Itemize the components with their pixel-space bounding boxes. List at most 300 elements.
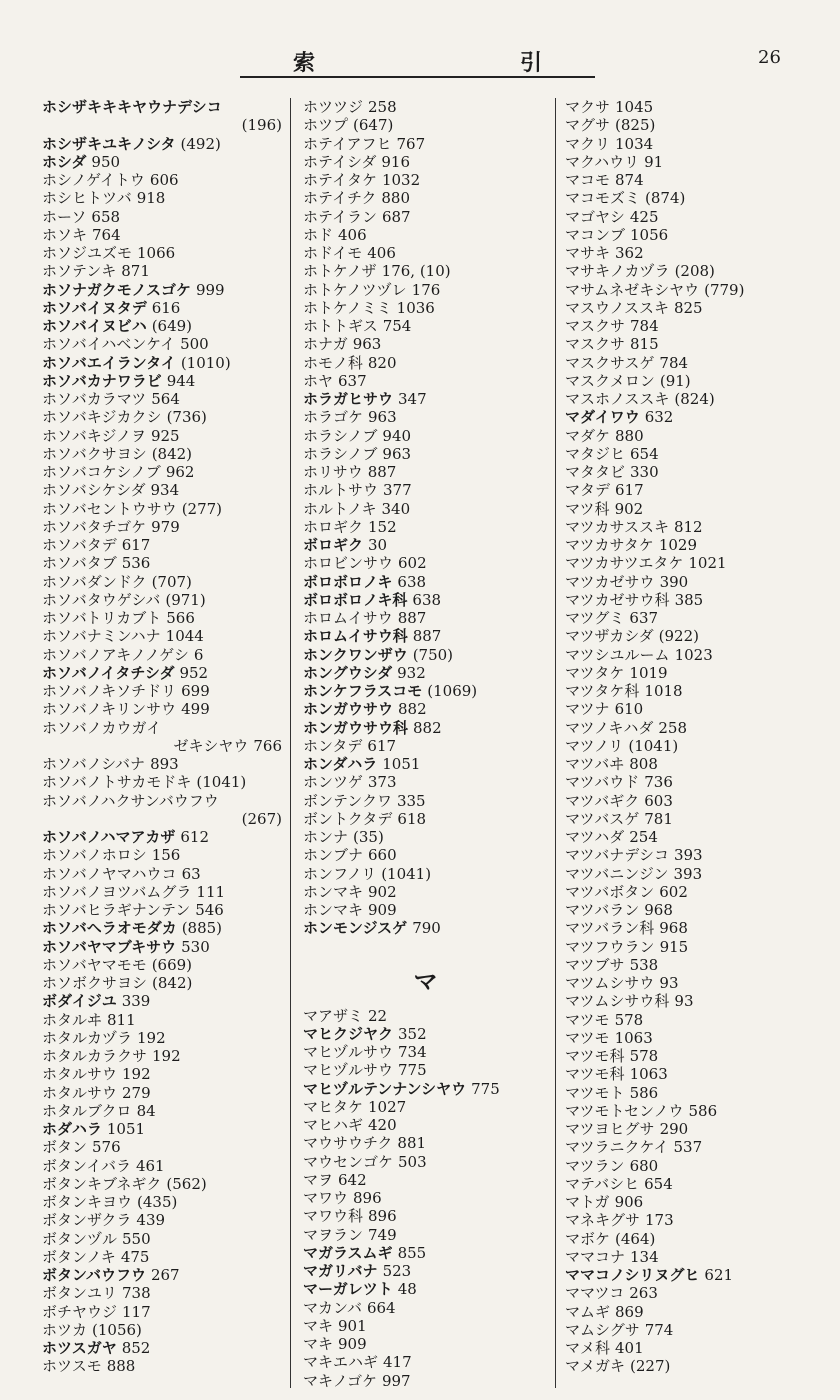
entry-page-ref: (971)	[165, 590, 206, 609]
entry-term: マワウ	[303, 1189, 349, 1207]
entry-term: ホソバノシバナ	[42, 755, 146, 773]
index-entry	[565, 518, 830, 536]
index-entry	[42, 135, 282, 153]
entry-page-ref: 406	[338, 225, 367, 244]
entry-page-ref: (562)	[166, 1174, 207, 1193]
index-entry	[42, 1357, 282, 1375]
entry-term: マツバニンジン	[565, 864, 669, 883]
entry-page-ref: 687	[381, 207, 411, 226]
entry-term: ホソバシケシダ	[42, 481, 146, 500]
entry-page-ref: 279	[122, 1083, 151, 1102]
entry-term: ホツスモ	[42, 1357, 102, 1376]
index-entry	[565, 1011, 830, 1029]
entry-page-ref: 934	[150, 481, 180, 500]
entry-page-ref: 1032	[381, 171, 421, 189]
entry-page-ref: 774	[644, 1320, 674, 1339]
index-entry	[42, 500, 282, 518]
entry-term: ホタルブクロ	[42, 1101, 132, 1120]
entry-page-ref: 530	[181, 937, 210, 956]
index-entry	[303, 901, 548, 919]
index-entry	[303, 171, 548, 189]
index-entry	[303, 828, 548, 846]
entry-term: マタデ	[565, 481, 611, 500]
entry-page-ref: 475	[120, 1247, 150, 1266]
index-entry	[565, 591, 830, 609]
index-entry	[42, 682, 282, 700]
entry-page-ref: 546	[195, 901, 224, 919]
entry-page-ref: 880	[381, 189, 410, 208]
entry-term: マクサ	[565, 98, 611, 116]
entry-term: ホソバコケシノブ	[42, 463, 161, 481]
entry-term: ママツコ	[565, 1284, 625, 1303]
entry-page-ref: 1045	[615, 98, 654, 116]
index-entry	[42, 810, 282, 828]
index-entry	[565, 956, 830, 974]
entry-term: ホラシノブ	[303, 444, 378, 463]
entry-page-ref: 918	[136, 189, 166, 208]
entry-page-ref: (707)	[151, 572, 192, 591]
section-spacer	[303, 938, 548, 956]
entry-term: ホトケノツヅレ	[303, 280, 407, 299]
entry-term: ホソバノホロシ	[42, 846, 147, 865]
index-entry	[303, 627, 548, 645]
entry-page-ref: 1036	[396, 298, 435, 317]
entry-page-ref: 93	[659, 974, 679, 992]
entry-term: マツモ科	[565, 1047, 625, 1065]
entry-term: ボタンイバラ	[42, 1156, 131, 1175]
entry-page-ref: (227)	[630, 1357, 671, 1376]
entry-page-ref: 766	[253, 736, 282, 755]
index-column-2-top	[303, 98, 548, 938]
entry-page-ref: (842)	[151, 444, 193, 463]
entry-term: マツモ	[565, 1028, 610, 1047]
entry-term: ホラゴケ	[303, 408, 364, 427]
entry-term: ホタルカヅラ	[42, 1028, 133, 1047]
entry-page-ref: 618	[397, 809, 427, 828]
header-rule	[240, 76, 595, 78]
entry-page-ref: 940	[382, 426, 412, 445]
entry-page-ref: 1034	[615, 134, 654, 153]
entry-term: ホド	[303, 225, 334, 244]
entry-term: ホンフノリ	[303, 864, 377, 883]
entry-term: ホソバノヤマハウコ	[42, 864, 177, 883]
entry-page-ref: 156	[151, 846, 181, 865]
entry-term: マツバナデシコ	[565, 846, 669, 865]
entry-page-ref: 825	[673, 298, 703, 317]
entry-term: ホロビンサウ	[303, 554, 394, 573]
column-divider	[290, 98, 291, 1388]
entry-term: ボタンザクラ	[42, 1211, 132, 1230]
entry-term: マーガレツト	[303, 1280, 393, 1299]
entry-page-ref: 944	[166, 371, 196, 390]
entry-term: ホソバノヨツバムグラ	[42, 882, 192, 901]
index-entry	[565, 500, 830, 518]
entry-page-ref: 417	[383, 1353, 412, 1372]
entry-term: ホンケフラスコモ	[303, 682, 423, 700]
entry-term: マツナ	[565, 700, 610, 719]
entry-page-ref: (1069)	[427, 682, 478, 700]
entry-term: ボタンキヨウ	[42, 1193, 133, 1211]
entry-term: ホトケノミミ	[303, 298, 392, 317]
entry-term: マツ科	[565, 499, 610, 518]
index-column-1	[42, 98, 282, 1376]
index-entry	[42, 1284, 282, 1302]
entry-page-ref: 425	[629, 207, 659, 226]
index-entry	[565, 1084, 830, 1102]
entry-term: ホソバナミンハナ	[42, 627, 161, 646]
index-entry	[565, 755, 830, 773]
entry-term: ホソバタデ	[42, 536, 117, 554]
entry-term: ホンブナ	[303, 846, 364, 865]
entry-term: ホソバキジカクシ	[42, 408, 162, 427]
entry-page-ref: 192	[137, 1028, 166, 1047]
entry-page-ref: 906	[614, 1193, 644, 1211]
index-entry	[303, 1372, 548, 1390]
entry-term: マツムシサウ	[565, 974, 655, 992]
entry-page-ref: 925	[150, 426, 180, 445]
index-entry	[303, 573, 548, 591]
entry-page-ref: 887	[397, 609, 427, 627]
entry-page-ref: (464)	[615, 1229, 656, 1248]
index-entry	[565, 1339, 830, 1357]
index-entry	[303, 1080, 548, 1098]
entry-term: マアザミ	[303, 1006, 364, 1025]
index-entry	[565, 938, 830, 956]
entry-term: マツモ	[565, 1010, 610, 1029]
entry-page-ref: 909	[338, 1335, 367, 1353]
index-entry	[42, 98, 282, 116]
entry-page-ref: 578	[629, 1047, 659, 1065]
entry-page-ref: 1051	[382, 755, 421, 773]
index-entry	[565, 865, 830, 883]
entry-term: ホソバタウゲシバ	[42, 590, 161, 609]
entry-page-ref: 576	[92, 1138, 121, 1157]
index-entry	[565, 189, 830, 207]
entry-term: ホテイアフヒ	[303, 134, 392, 153]
entry-term: マツタケ科	[565, 682, 640, 700]
entry-term: ホソバタチゴケ	[42, 517, 147, 536]
entry-term: ホングウシダ	[303, 663, 393, 682]
entry-page-ref: 401	[615, 1339, 644, 1357]
index-entry	[565, 919, 830, 937]
entry-term: ホーソ	[42, 207, 87, 226]
index-entry	[42, 189, 282, 207]
entry-page-ref: 902	[614, 499, 644, 518]
index-entry	[565, 335, 830, 353]
entry-page-ref: 393	[673, 846, 703, 865]
index-entry	[565, 98, 830, 116]
index-entry	[42, 481, 282, 499]
entry-term: マコモズミ	[565, 189, 641, 208]
index-entry	[565, 1211, 830, 1229]
entry-page-ref: 869	[615, 1302, 644, 1321]
index-entry	[303, 865, 548, 883]
entry-page-ref: (1056)	[92, 1320, 142, 1339]
entry-page-ref: (1010)	[180, 353, 231, 372]
entry-page-ref: 1056	[630, 225, 669, 244]
entry-page-ref: 815	[630, 335, 659, 354]
entry-page-ref: (669)	[151, 955, 193, 974]
entry-term: ホドイモ	[303, 244, 363, 262]
index-entry	[42, 883, 282, 901]
index-entry	[303, 98, 548, 116]
index-entry	[565, 299, 830, 317]
entry-page-ref: 882	[413, 718, 442, 737]
index-entry	[42, 974, 282, 992]
entry-term: マグサ	[565, 116, 611, 135]
index-entry	[42, 244, 282, 262]
entry-term: マツバヰ	[565, 755, 625, 773]
entry-term: ホロムイサウ	[303, 609, 393, 627]
entry-page-ref: 699	[181, 682, 210, 700]
index-entry	[42, 1339, 282, 1357]
entry-page-ref: (91)	[659, 371, 691, 390]
entry-page-ref: 997	[381, 1371, 411, 1390]
entry-page-ref: 887	[412, 627, 442, 646]
entry-term: ホソバノキリンサウ	[42, 700, 177, 719]
index-entry	[42, 646, 282, 664]
entry-page-ref: 1019	[629, 663, 668, 682]
entry-page-ref: 654	[644, 1174, 673, 1193]
entry-term: ホソテンキ	[42, 262, 117, 281]
entry-page-ref: 339	[121, 992, 151, 1011]
index-entry	[42, 919, 282, 937]
entry-page-ref: 896	[353, 1189, 382, 1207]
entry-page-ref: (922)	[658, 627, 699, 646]
index-entry	[42, 1138, 282, 1156]
index-entry	[42, 554, 282, 572]
index-entry	[42, 719, 282, 737]
entry-term: マヒクジヤク	[303, 1024, 394, 1043]
index-entry	[303, 427, 548, 445]
entry-term: マムシグサ	[565, 1320, 640, 1339]
index-entry	[303, 1116, 548, 1134]
index-entry	[303, 335, 548, 353]
index-entry	[565, 262, 830, 280]
index-entry	[303, 1171, 548, 1189]
entry-page-ref: 632	[644, 408, 674, 427]
index-entry	[42, 372, 282, 390]
entry-page-ref: 536	[121, 554, 151, 573]
entry-page-ref: 617	[367, 736, 397, 755]
entry-term: マツシユルーム	[565, 645, 670, 664]
index-entry	[42, 1248, 282, 1266]
index-entry	[303, 591, 548, 609]
entry-page-ref: 642	[338, 1170, 367, 1189]
index-entry	[42, 518, 282, 536]
entry-page-ref: 586	[688, 1101, 718, 1120]
entry-term: ホソバノキソチドリ	[42, 682, 177, 700]
entry-term: ホンツゲ	[303, 773, 363, 792]
entry-term: マサムネゼキシヤウ	[565, 280, 700, 299]
index-entry	[565, 627, 830, 645]
index-entry	[565, 536, 830, 554]
entry-page-ref: 22	[368, 1006, 388, 1025]
index-entry	[303, 481, 548, 499]
index-entry	[303, 317, 548, 335]
entry-term: マツバウド	[565, 773, 640, 792]
entry-page-ref: 916	[381, 152, 410, 171]
entry-page-ref: 117	[122, 1302, 151, 1321]
entry-page-ref: 784	[659, 353, 689, 372]
entry-term: ボタンバウフウ	[42, 1266, 146, 1284]
entry-term: マトガ	[565, 1193, 610, 1211]
entry-term: ボロギク	[303, 536, 364, 554]
entry-page-ref: 6	[193, 645, 204, 664]
entry-page-ref: 736	[644, 773, 673, 792]
entry-term: マキ	[303, 1335, 334, 1353]
entry-page-ref: 820	[367, 353, 397, 372]
entry-term: ホシザキキキヤウナデシコ	[42, 98, 222, 116]
index-column-2-bottom	[303, 1007, 548, 1390]
index-entry	[303, 1280, 548, 1298]
index-entry	[42, 1102, 282, 1120]
page-number: 26	[758, 47, 781, 68]
entry-page-ref: 420	[368, 1116, 397, 1134]
index-entry	[42, 171, 282, 189]
index-entry	[565, 609, 830, 627]
entry-page-ref: 915	[659, 937, 689, 956]
entry-term: マツカサツエタケ	[565, 554, 684, 573]
entry-term: マツグミ	[565, 609, 625, 627]
index-entry	[565, 573, 830, 591]
index-entry	[42, 408, 282, 426]
entry-page-ref: 932	[397, 663, 426, 682]
entry-term: ホソバヤマモモ	[42, 955, 147, 974]
entry-term: マツフウラン	[565, 937, 655, 956]
entry-page-ref: 901	[338, 1316, 367, 1335]
entry-page-ref: 503	[398, 1152, 427, 1171]
entry-term: ホンマキ	[303, 901, 364, 919]
entry-term: ホシダ	[42, 152, 87, 171]
entry-term: マツノリ	[565, 736, 624, 755]
entry-page-ref: 999	[195, 280, 225, 299]
index-entry	[42, 445, 282, 463]
index-entry	[565, 153, 830, 171]
entry-page-ref: 1018	[644, 682, 683, 700]
index-entry	[42, 1029, 282, 1047]
entry-term: マヒタケ	[303, 1097, 364, 1116]
entry-page-ref: (779)	[704, 280, 745, 299]
index-entry	[565, 664, 830, 682]
index-entry	[303, 518, 548, 536]
entry-term: ボタンヅル	[42, 1229, 118, 1248]
index-entry	[42, 700, 282, 718]
entry-term: ホソバエイランタイ	[42, 353, 176, 372]
index-entry	[565, 719, 830, 737]
entry-page-ref: 267	[150, 1266, 180, 1284]
index-entry	[42, 390, 282, 408]
entry-term: マキエハギ	[303, 1353, 379, 1372]
entry-page-ref: 393	[673, 864, 703, 883]
entry-term: マメ科	[565, 1339, 611, 1357]
header-title-left: 索	[293, 50, 318, 76]
entry-term: マクハウリ	[565, 152, 640, 171]
entry-term: ホンダハラ	[303, 755, 378, 773]
entry-term: ホソバノトサカモドキ	[42, 773, 192, 792]
entry-page-ref: 263	[629, 1284, 658, 1303]
entry-page-ref: 134	[630, 1247, 659, 1266]
entry-term: マコンブ	[565, 225, 626, 244]
entry-term: マスクサスゲ	[565, 353, 655, 372]
index-entry	[42, 335, 282, 353]
entry-page-ref: 550	[122, 1229, 151, 1248]
index-entry	[42, 956, 282, 974]
entry-term: ゼキシヤウ	[173, 736, 249, 755]
entry-page-ref: 880	[615, 426, 644, 445]
entry-term: マツハダ	[565, 828, 625, 846]
entry-page-ref: 377	[383, 481, 412, 500]
entry-page-ref: 254	[629, 828, 658, 846]
entry-page-ref: 968	[644, 901, 673, 919]
entry-term: ホツツジ	[303, 98, 364, 116]
entry-term: ママコナ	[565, 1247, 626, 1266]
entry-page-ref: 1023	[674, 645, 713, 664]
entry-page-ref: 1027	[368, 1097, 407, 1116]
entry-page-ref: 963	[382, 444, 412, 463]
entry-page-ref: 952	[179, 663, 209, 682]
entry-page-ref: 871	[121, 262, 150, 281]
entry-page-ref: 852	[121, 1339, 151, 1357]
entry-page-ref: 173	[645, 1211, 674, 1230]
entry-page-ref: 258	[658, 718, 687, 737]
entry-page-ref: 84	[136, 1101, 156, 1120]
index-entry	[42, 573, 282, 591]
entry-page-ref: 192	[122, 1065, 151, 1084]
entry-term: ボタンノキ	[42, 1247, 116, 1266]
entry-term: ホシヒトツバ	[42, 189, 132, 208]
entry-page-ref: (277)	[181, 499, 223, 518]
entry-page-ref: (1041)	[381, 864, 432, 883]
index-entry	[303, 1025, 548, 1043]
index-entry	[42, 737, 282, 755]
entry-term: マヒハギ	[303, 1116, 364, 1134]
entry-term: マツバラン	[565, 901, 640, 919]
index-entry	[565, 244, 830, 262]
entry-page-ref: 602	[659, 882, 688, 901]
entry-term: ホタルサウ	[42, 1083, 118, 1102]
entry-term: ボタンユリ	[42, 1284, 118, 1303]
index-entry	[565, 901, 830, 919]
index-entry	[303, 1098, 548, 1116]
entry-term: ホンモンジスゲ	[303, 919, 408, 938]
entry-page-ref: 887	[367, 463, 397, 481]
index-entry	[565, 116, 830, 134]
index-entry	[565, 1303, 830, 1321]
index-entry	[565, 554, 830, 572]
entry-page-ref: 963	[368, 408, 397, 427]
entry-term: ボチヤウジ	[42, 1302, 118, 1321]
index-entry	[303, 1262, 548, 1280]
entry-page-ref: 808	[629, 755, 658, 773]
index-entry	[303, 664, 548, 682]
index-entry	[42, 792, 282, 810]
index-entry	[565, 700, 830, 718]
entry-term: ホソバイヌタデ	[42, 298, 147, 317]
index-column-3	[565, 98, 830, 1376]
entry-term: マツバボタン	[565, 882, 655, 901]
entry-term: マウサウチク	[303, 1134, 393, 1153]
entry-page-ref: (825)	[615, 116, 656, 135]
entry-page-ref: 1063	[614, 1028, 653, 1047]
entry-term: ホソジユズモ	[42, 244, 133, 262]
entry-page-ref: (885)	[181, 919, 223, 938]
entry-term: ホモノ科	[303, 353, 363, 372]
entry-page-ref: 93	[674, 992, 694, 1011]
index-entry	[303, 463, 548, 481]
entry-page-ref: 30	[368, 536, 388, 554]
entry-page-ref: 738	[122, 1284, 151, 1303]
